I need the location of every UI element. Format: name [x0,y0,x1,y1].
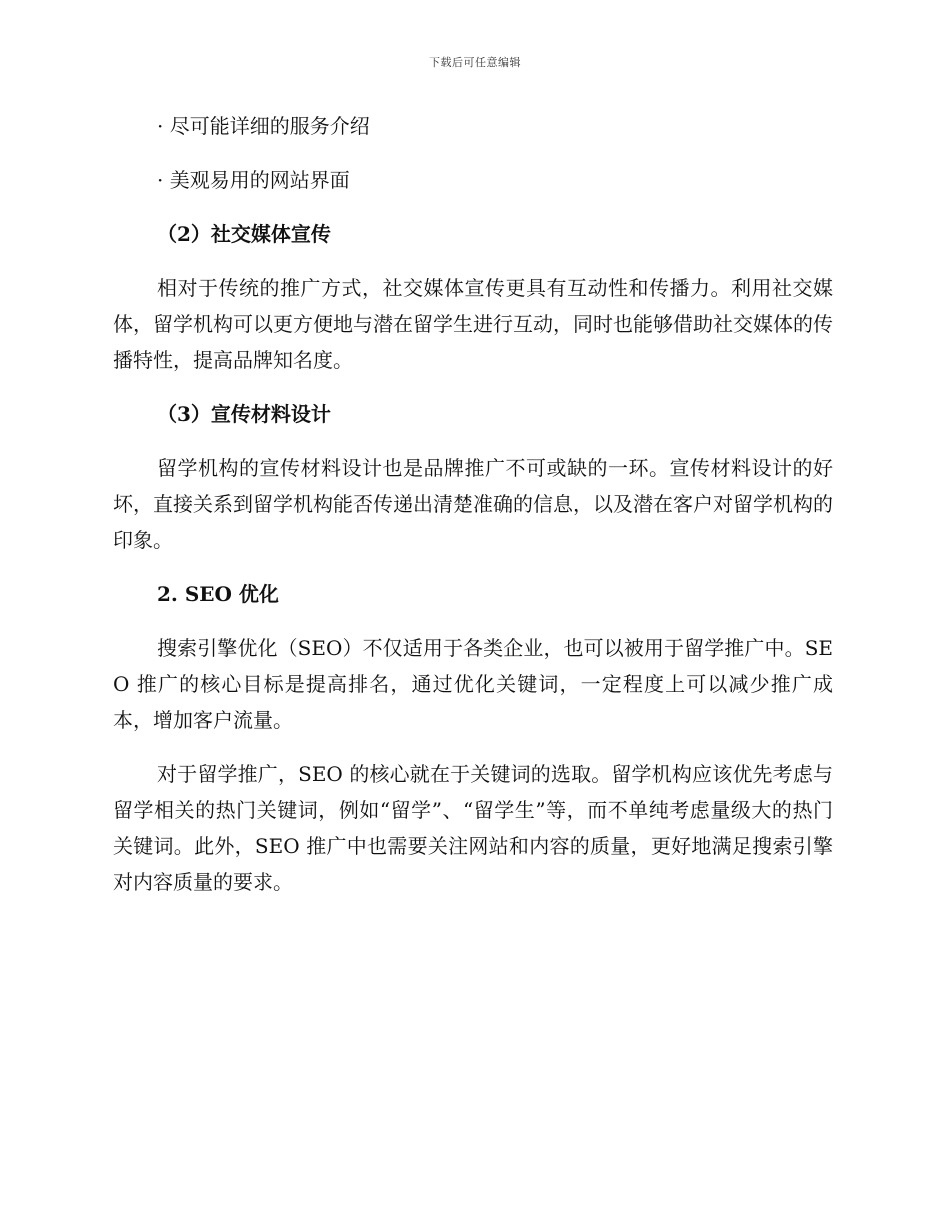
section-heading-materials-design: （3）宣传材料设计 [157,402,331,426]
paragraph-seo-keywords: 对于留学推广，SEO 的核心就在于关键词的选取。留学机构应该优先考虑与留学相关的热门关键词，例如“留学”、“留学生”等，而不单纯考虑量级大的热门关键词。此外，SEO 推广中也需要关注网站和内容的质量，更好地满足搜索引擎对内容质量的要求。 [113,762,833,894]
bullet-item-website-ui: · 美观易用的网站界面 [157,168,350,192]
document-content [113,108,833,918]
bullet-item-service-intro: · 尽可能详细的服务介绍 [157,114,370,138]
section-heading-seo: 2. SEO 优化 [157,582,279,606]
paragraph-materials-design: 留学机构的宣传材料设计也是品牌推广不可或缺的一环。宣传材料设计的好坏，直接关系到留学机构能否传递出清楚准确的信息，以及潜在客户对留学机构的印象。 [113,456,833,552]
header-note: 下载后可任意编辑 [429,56,521,69]
paragraph-social-media: 相对于传统的推广方式，社交媒体宣传更具有互动性和传播力。利用社交媒体，留学机构可以更方便地与潜在留学生进行互动，同时也能够借助社交媒体的传播特性，提高品牌知名度。 [113,276,833,372]
paragraph-seo-intro: 搜索引擎优化（SEO）不仅适用于各类企业，也可以被用于留学推广中。SEO 推广的核心目标是提高排名，通过优化关键词，一定程度上可以减少推广成本，增加客户流量。 [113,636,833,732]
section-heading-social-media: （2）社交媒体宣传 [157,222,331,246]
